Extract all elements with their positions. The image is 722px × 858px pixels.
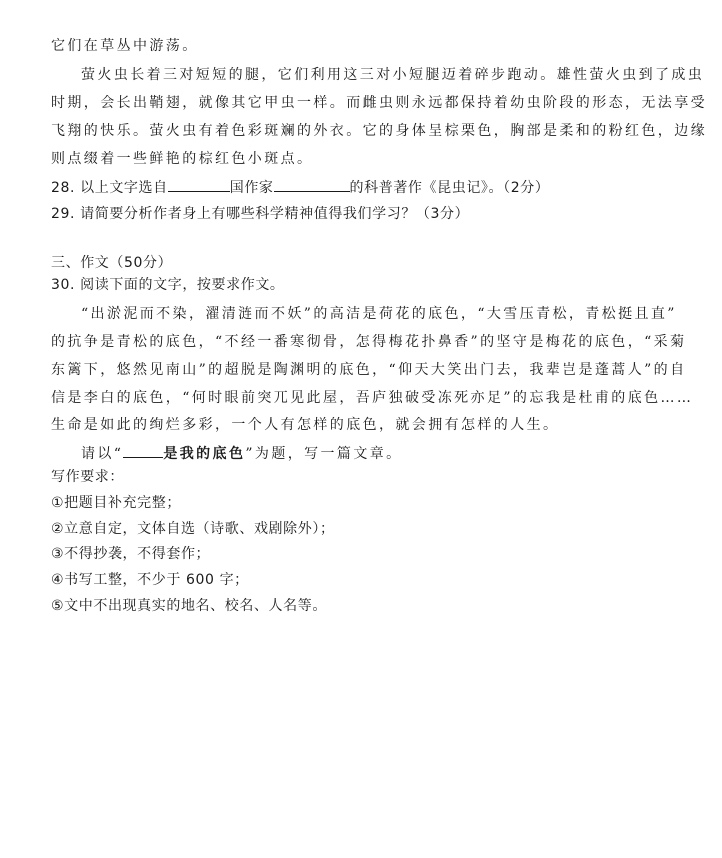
passage-line-3: 飞翔的快乐。萤火虫有着色彩斑斓的外衣。它的身体呈棕栗色，胸部是柔和的粉红色，边缘 (51, 123, 707, 139)
prompt-line-2: 的抗争是青松的底色，“不经一番寒彻骨，怎得梅花扑鼻香”的坚守是梅花的底色，“采菊 (51, 334, 687, 350)
question-30: 30. 阅读下面的文字，按要求作文。 (51, 277, 285, 293)
passage-line-2: 时期，会长出鞘翅，就像其它甲虫一样。而雌虫则永远都保持着幼虫阶段的形态，无法享受 (51, 95, 707, 111)
title-blank[interactable] (123, 443, 163, 458)
requirement-item: ④书写工整，不少于 600 字； (51, 572, 249, 588)
requirement-item: ②立意自定，文体自选（诗歌、戏剧除外）； (51, 521, 335, 537)
instruction-title-tail: 是我的底色 (163, 446, 246, 462)
instruction-suffix: ”为题，写一篇文章。 (245, 446, 403, 462)
answer-blank-author-name[interactable] (274, 177, 350, 192)
passage-line-1: 萤火虫长着三对短短的腿，它们利用这三对小短腿迈着碎步跑动。雄性萤火虫到了成虫 (81, 67, 705, 83)
requirement-item: ①把题目补充完整； (51, 495, 181, 511)
question-29: 29. 请简要分析作者身上有哪些科学精神值得我们学习？（3分） (51, 206, 470, 222)
question-28 (51, 177, 549, 197)
requirement-item: ③不得抄袭，不得套作； (51, 546, 211, 562)
question-28-prefix: 28. 以上文字选自 (51, 180, 168, 196)
section-3-heading: 三、作文（50分） (51, 255, 173, 271)
prompt-line-3: 东篱下，悠然见南山”的超脱是陶渊明的底色，“仰天大笑出门去，我辈岂是蓬蒿人”的自 (51, 362, 687, 378)
requirement-item: ⑤文中不出现真实的地名、校名、人名等。 (51, 598, 327, 614)
prompt-line-1: “出淤泥而不染，濯清涟而不妖”的高洁是荷花的底色，“大雪压青松，青松挺且直” (81, 306, 677, 322)
essay-instruction (81, 443, 403, 463)
question-28-middle: 国作家 (229, 180, 274, 196)
passage-line-0: 它们在草丛中游荡。 (51, 38, 199, 54)
passage-line-4: 则点缀着一些鲜艳的棕红色小斑点。 (51, 151, 314, 167)
question-28-suffix: 的科普著作《昆虫记》。（2分） (349, 180, 550, 196)
requirements-heading: 写作要求： (51, 469, 124, 485)
instruction-prefix: 请以“ (81, 446, 124, 462)
prompt-line-4: 信是李白的底色，“何时眼前突兀见此屋，吾庐独破受冻死亦足”的忘我是杜甫的底色…… (51, 390, 694, 406)
prompt-line-5: 生命是如此的绚烂多彩，一个人有怎样的底色，就会拥有怎样的人生。 (51, 417, 560, 433)
answer-blank-author-country[interactable] (168, 177, 230, 192)
